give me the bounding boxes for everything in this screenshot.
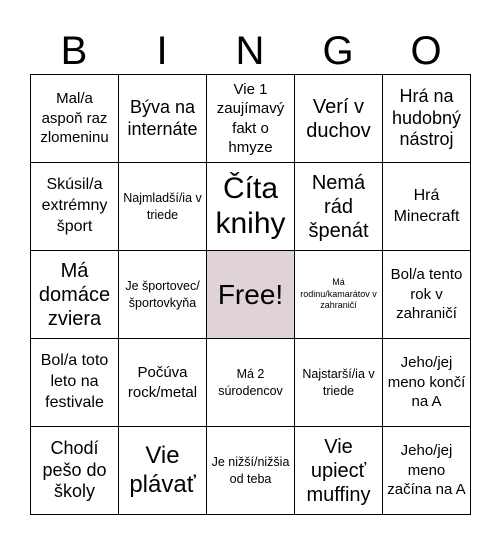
cell-text: Bol/a toto leto na festivale bbox=[40, 352, 109, 411]
bingo-grid bbox=[30, 74, 471, 515]
cell-text: Počúva rock/metal bbox=[127, 364, 198, 401]
bingo-cell-r5c1[interactable] bbox=[31, 427, 119, 515]
cell-text: Má domáce zviera bbox=[38, 259, 111, 330]
cell-text: Najstarší/ia v triede bbox=[302, 366, 375, 398]
bingo-cell-r3c2[interactable] bbox=[119, 251, 207, 339]
bingo-cell-r5c2[interactable] bbox=[119, 427, 207, 515]
cell-text: Hrá Minecraft bbox=[393, 186, 460, 225]
cell-text: Je nižší/nižšia od teba bbox=[211, 454, 290, 486]
bingo-cell-r3c1[interactable] bbox=[31, 251, 119, 339]
bingo-cell-r4c2[interactable] bbox=[119, 339, 207, 427]
bingo-cell-r5c4[interactable] bbox=[295, 427, 383, 515]
bingo-cell-r4c3[interactable] bbox=[207, 339, 295, 427]
cell-text: Jeho/jej meno začína na A bbox=[387, 442, 466, 499]
header-letter-g: G bbox=[322, 29, 354, 73]
bingo-cell-r1c3[interactable] bbox=[207, 75, 295, 163]
bingo-cell-r5c5[interactable] bbox=[383, 427, 471, 515]
cell-text: Jeho/jej meno končí na A bbox=[387, 354, 466, 411]
cell-text: Verí v duchov bbox=[306, 95, 371, 142]
bingo-cell-r1c4[interactable] bbox=[295, 75, 383, 163]
bingo-cell-r5c3[interactable] bbox=[207, 427, 295, 515]
cell-text: Vie 1 zaujímavý fakt o hmyze bbox=[216, 80, 285, 156]
bingo-cell-r4c1[interactable] bbox=[31, 339, 119, 427]
bingo-cell-r3c5[interactable] bbox=[383, 251, 471, 339]
cell-text: Býva na internáte bbox=[127, 96, 198, 139]
cell-text: Nemá rád špenát bbox=[308, 171, 369, 242]
cell-text: Hrá na hudobný nástroj bbox=[391, 86, 462, 150]
free-space-text: Free! bbox=[217, 278, 284, 310]
cell-text: Je športovec/ športovkyňa bbox=[125, 278, 200, 310]
cell-text: Bol/a tento rok v zahraničí bbox=[390, 266, 463, 323]
bingo-cell-r4c5[interactable] bbox=[383, 339, 471, 427]
free-space-cell[interactable] bbox=[207, 251, 295, 339]
bingo-header bbox=[30, 28, 470, 74]
cell-text: Vie plávať bbox=[129, 441, 196, 498]
cell-text: Skúsil/a extrémny šport bbox=[41, 176, 108, 235]
cell-text: Číta knihy bbox=[215, 172, 286, 240]
cell-text: Má rodinu/kamarátov v zahraničí bbox=[300, 276, 377, 311]
bingo-cell-r1c5[interactable] bbox=[383, 75, 471, 163]
cell-text: Má 2 súrodencov bbox=[218, 366, 283, 398]
bingo-cell-r1c2[interactable] bbox=[119, 75, 207, 163]
bingo-cell-r2c5[interactable] bbox=[383, 163, 471, 251]
bingo-cell-r2c1[interactable] bbox=[31, 163, 119, 251]
header-letter-i: I bbox=[156, 29, 168, 73]
bingo-cell-r2c2[interactable] bbox=[119, 163, 207, 251]
cell-text: Najmladší/ia v triede bbox=[123, 190, 202, 222]
header-letter-o: O bbox=[410, 29, 442, 73]
cell-text: Chodí pešo do školy bbox=[42, 438, 107, 502]
cell-text: Vie upiecť muffiny bbox=[306, 435, 371, 506]
bingo-cell-r1c1[interactable] bbox=[31, 75, 119, 163]
bingo-cell-r4c4[interactable] bbox=[295, 339, 383, 427]
bingo-cell-r3c4[interactable] bbox=[295, 251, 383, 339]
cell-text: Mal/a aspoň raz zlomeninu bbox=[40, 90, 109, 147]
header-letter-n: N bbox=[235, 29, 265, 73]
header-letter-b: B bbox=[60, 29, 88, 73]
bingo-cell-r2c3[interactable] bbox=[207, 163, 295, 251]
bingo-cell-r2c4[interactable] bbox=[295, 163, 383, 251]
